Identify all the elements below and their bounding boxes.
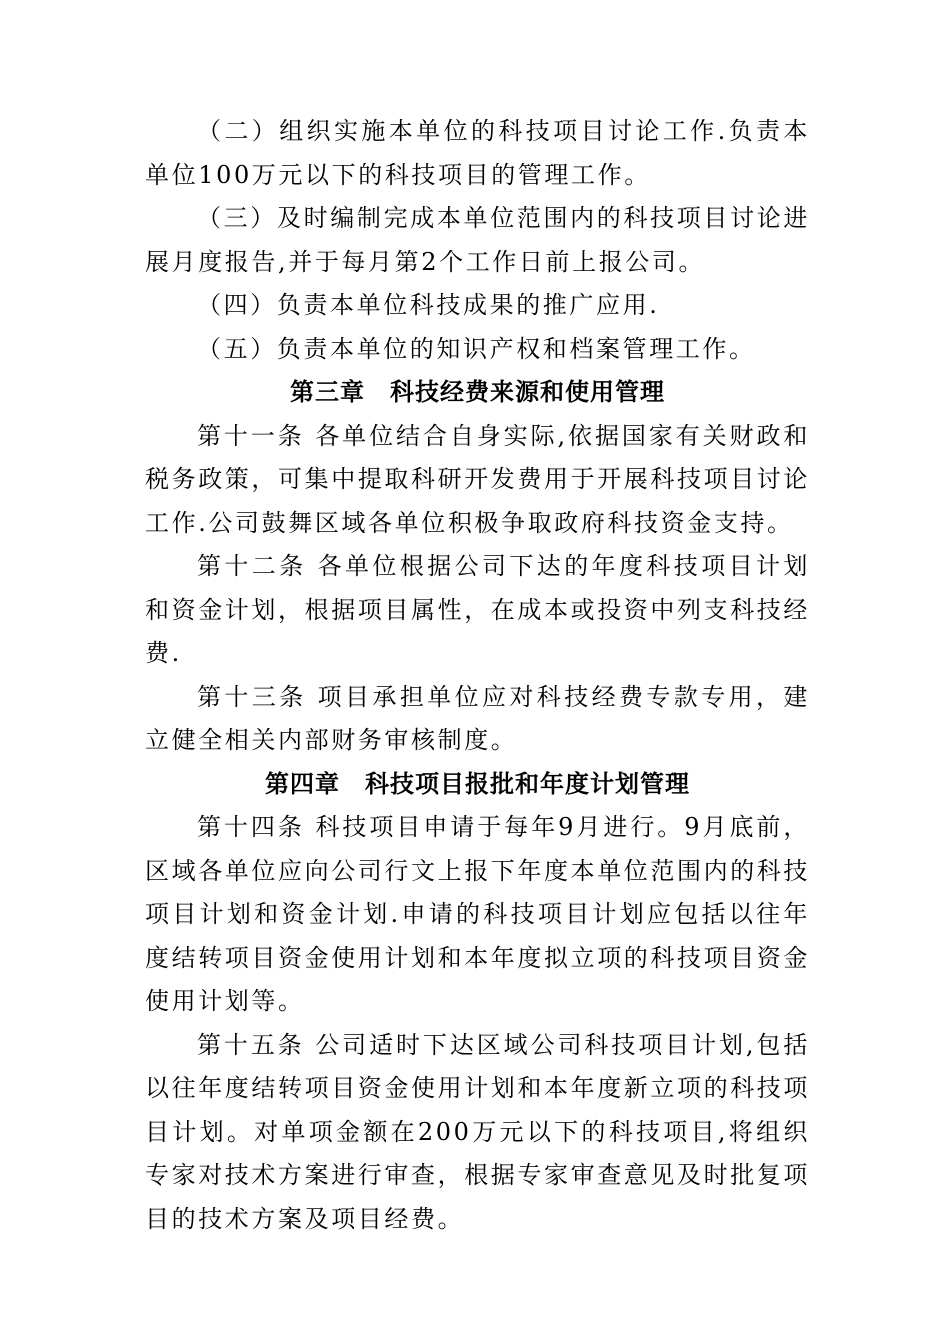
chapter-4-heading: 第四章 科技项目报批和年度计划管理 xyxy=(265,769,690,798)
article-14: 第十四条 科技项目申请于每年9月进行。9月底前，区域各单位应向公司行文上报下年度本单位范围内的科技项目计划和资金计划.申请的科技项目计划应包括以往年度结转项目资金使用计划和本年度拟立项的科技项目资金使用计划等。 xyxy=(145,813,810,1015)
chapter-3-heading: 第三章 科技经费来源和使用管理 xyxy=(290,378,665,406)
article-15: 第十五条 公司适时下达区域公司科技项目计划,包括以往年度结转项目资金使用计划和本年度新立项的科技项目计划。对单项金额在200万元以下的科技项目,将组织专家对技术方案进行审查，根据专家审查意见及时批复项目的技术方案及项目经费。 xyxy=(145,1030,810,1233)
article-11: 第十一条 各单位结合自身实际,依据国家有关财政和税务政策，可集中提取科研开发费用于开展科技项目讨论工作.公司鼓舞区域各单位积极争取政府科技资金支持。 xyxy=(145,421,810,537)
paragraph-item-2: （二）组织实施本单位的科技项目讨论工作.负责本单位100万元以下的科技项目的管理工作。 xyxy=(145,117,810,189)
document-body xyxy=(145,110,810,1241)
article-13: 第十三条 项目承担单位应对科技经费专款专用，建立健全相关内部财务审核制度。 xyxy=(145,682,810,754)
paragraph-item-3: （三）及时编制完成本单位范围内的科技项目讨论进展月度报告,并于每月第2个工作日前上报公司。 xyxy=(145,204,810,276)
article-12: 第十二条 各单位根据公司下达的年度科技项目计划和资金计划，根据项目属性，在成本或投资中列支科技经费. xyxy=(145,552,810,667)
paragraph-item-5: （五）负责本单位的知识产权和档案管理工作。 xyxy=(197,334,756,363)
paragraph-item-4: （四）负责本单位科技成果的推广应用. xyxy=(197,291,660,319)
